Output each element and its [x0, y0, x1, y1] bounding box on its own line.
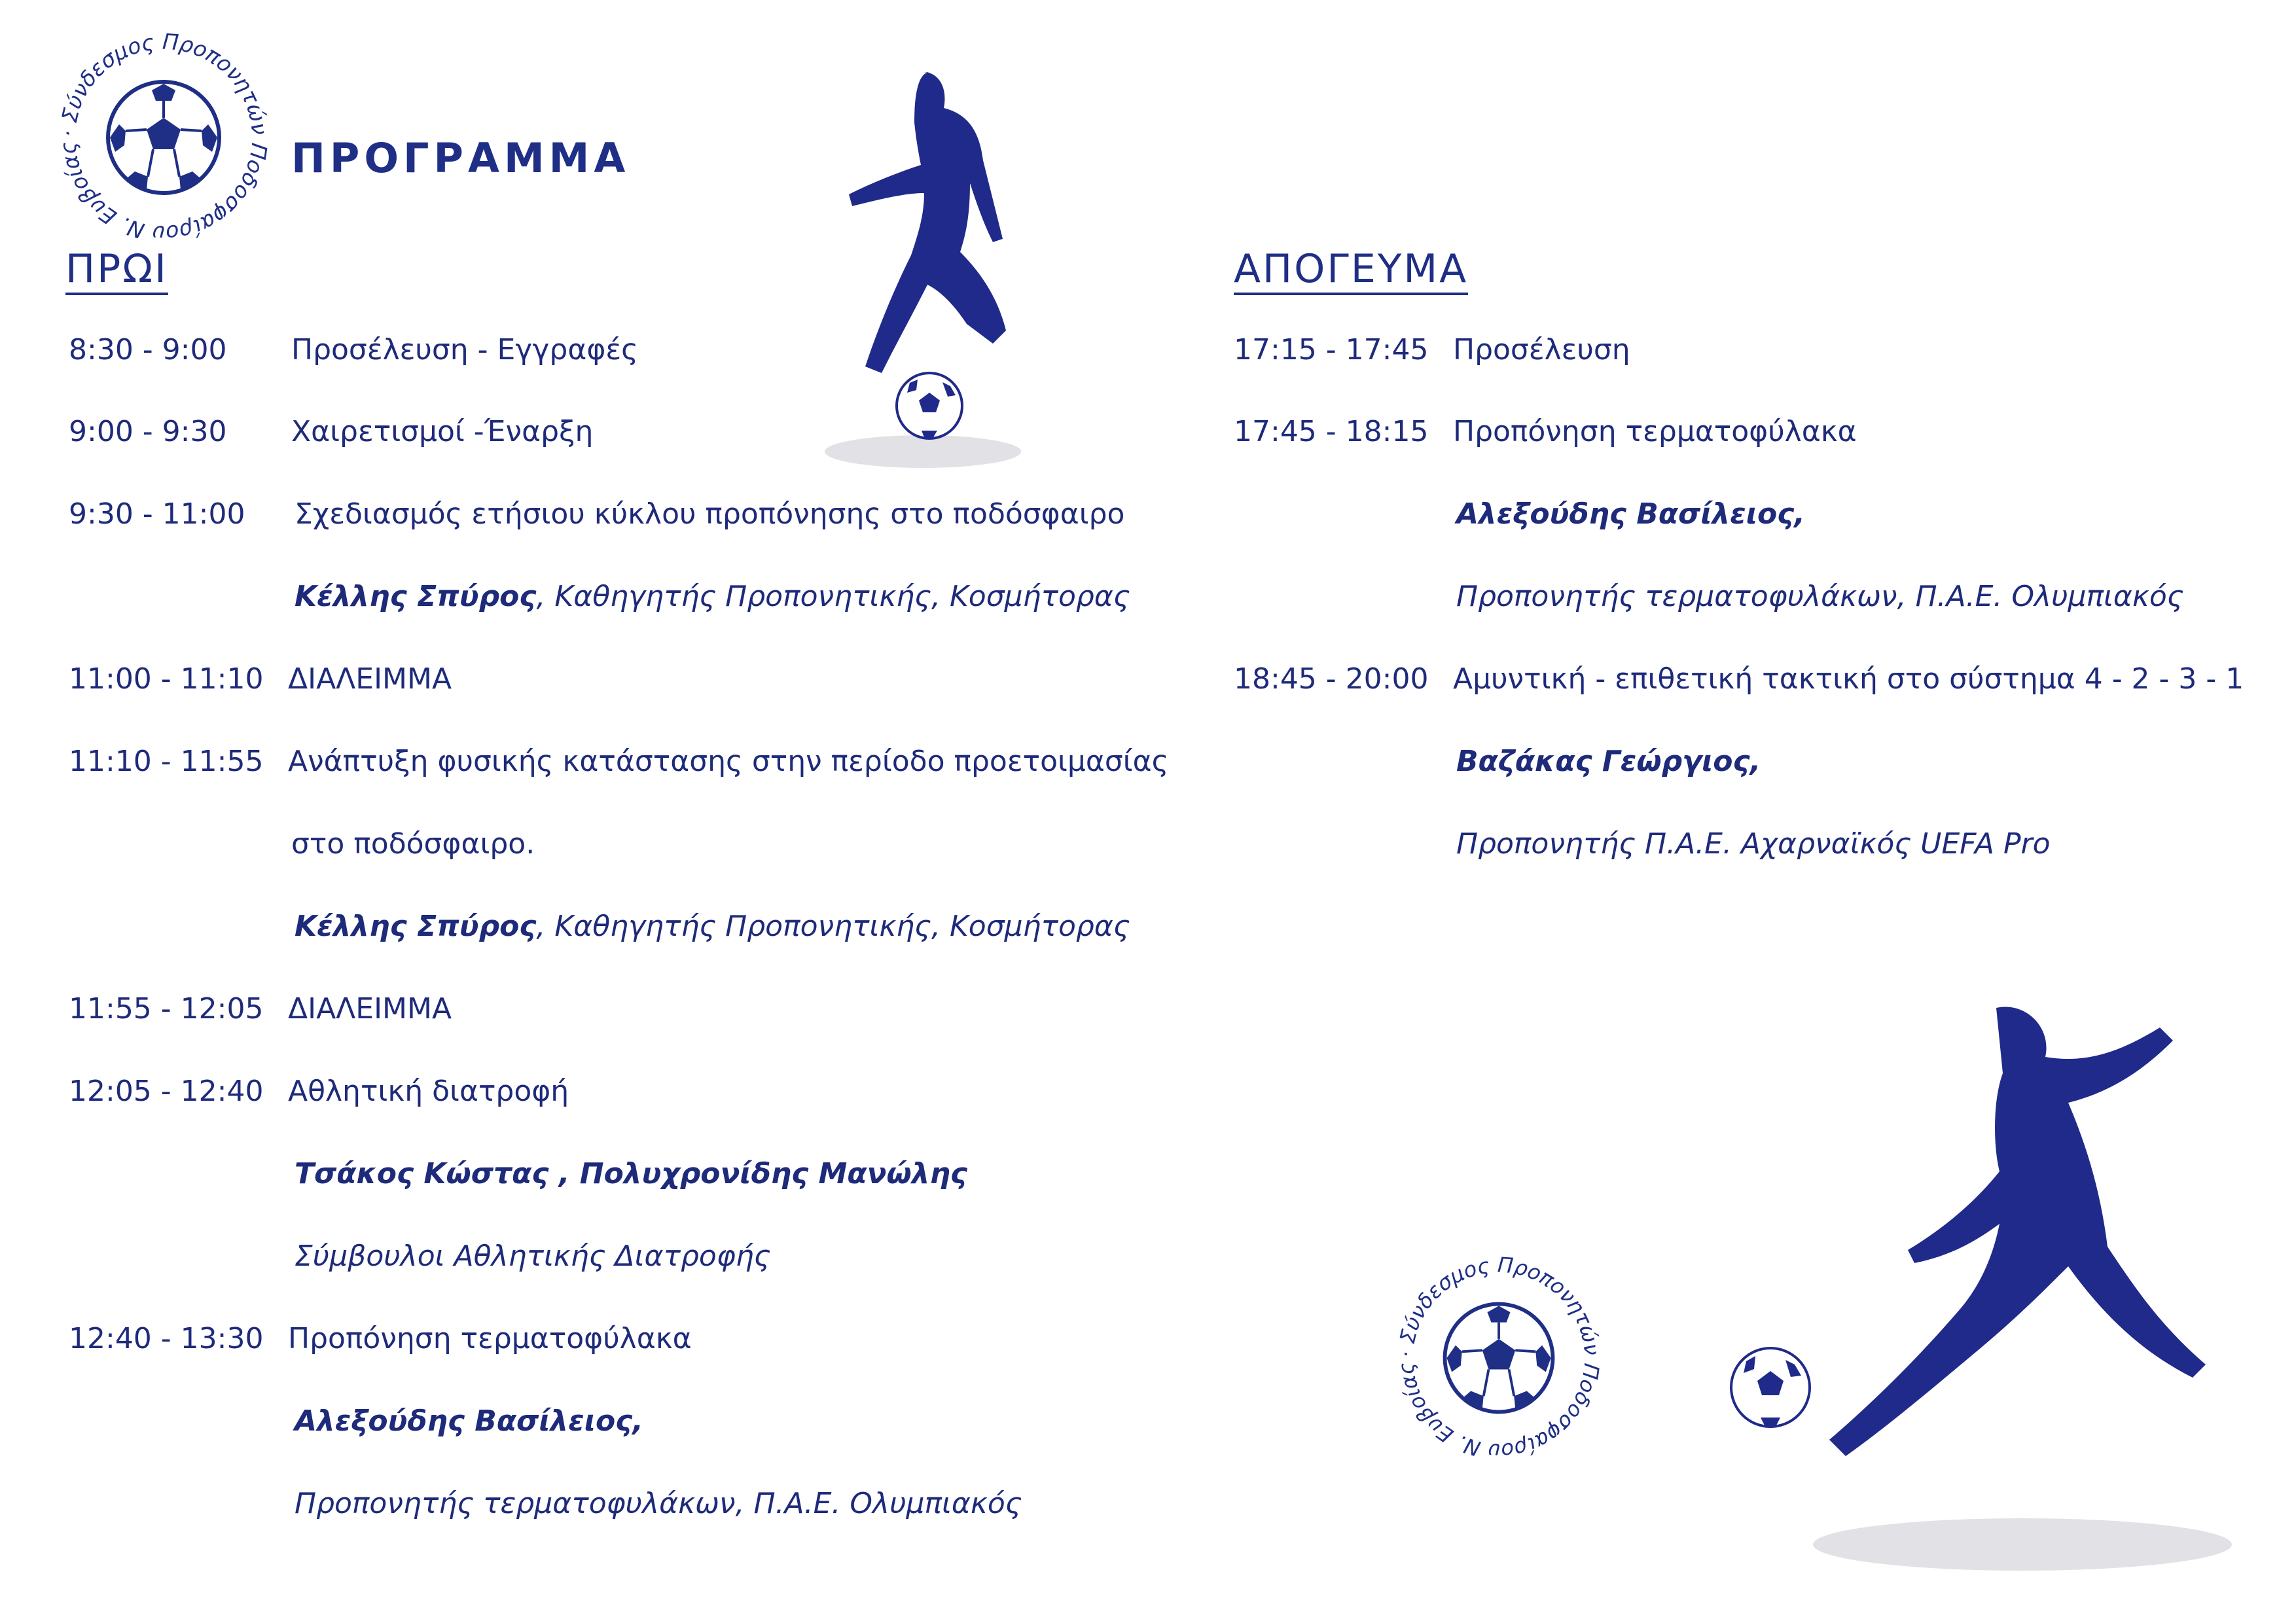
- page-title: ΠΡΟΓΡΑΜΜΑ: [291, 134, 630, 182]
- schedule-row-title: Σχεδιασμός ετήσιου κύκλου προπόνησης στο ποδόσφαιρο: [295, 497, 1125, 531]
- speaker-name: Κέλλης Σπύρος: [295, 580, 537, 613]
- time-slot: 8:30 - 9:00: [69, 333, 227, 366]
- speaker-name: Κέλλης Σπύρος: [295, 910, 537, 943]
- speaker-role: Προπονητής τερματοφυλάκων, Π.Α.Ε. Ολυμπιακός: [1456, 580, 2184, 613]
- player-silhouette-top: [812, 65, 1034, 491]
- player-silhouette-bottom: [1715, 988, 2251, 1610]
- schedule-row-title: Προσέλευση - Εγγραφές: [291, 333, 638, 366]
- schedule-row-title: Χαιρετισμοί -Έναρξη: [291, 415, 594, 448]
- schedule-row-title: Ανάπτυξη φυσικής κατάστασης στην περίοδο προετοιμασίας: [288, 745, 1169, 778]
- schedule-row-title: Προπόνηση τερματοφύλακα: [1453, 415, 1857, 448]
- schedule-row-title: Προπόνηση τερματοφύλακα: [288, 1322, 692, 1355]
- speaker-role: Σύμβουλοι Αθλητικής Διατροφής: [295, 1240, 771, 1273]
- time-slot: 18:45 - 20:00: [1234, 662, 1429, 696]
- time-slot: 12:05 - 12:40: [69, 1075, 264, 1108]
- schedule-row-time: [69, 330, 226, 370]
- logo-text: · Σύνδεσμος Προπονητών Ποδοσφαίρου Ν. Ευβοίας: [54, 28, 273, 247]
- speaker-role: Προπονητής Π.Α.Ε. Αχαρναϊκός UEFA Pro: [1456, 827, 2051, 861]
- schedule-row-title: Αθλητική διατροφή: [288, 1075, 569, 1108]
- soccer-ball-icon: [108, 82, 219, 193]
- speaker-name: Τσάκος Κώστας , Πολυχρονίδης Μανώλης: [295, 1157, 968, 1190]
- speaker-line: [295, 907, 1130, 946]
- speaker-line: [295, 577, 1130, 616]
- association-logo-bottom: [1391, 1250, 1607, 1466]
- speaker-name: Αλεξούδης Βασίλειος,: [1456, 497, 1805, 531]
- time-slot: 9:30 - 11:00: [69, 497, 245, 531]
- speaker-role: Προπονητής τερματοφυλάκων, Π.Α.Ε. Ολυμπιακός: [295, 1487, 1022, 1520]
- soccer-ball-icon: [1445, 1304, 1553, 1412]
- soccer-ball-icon: [1731, 1348, 1810, 1427]
- schedule-row-title: ΔΙΑΛΕΙΜΜΑ: [288, 662, 452, 696]
- time-slot: 17:45 - 18:15: [1234, 415, 1429, 448]
- logo-text: · Σύνδεσμος Προπονητών Ποδοσφαίρου Ν. Ευβοίας: [1393, 1252, 1605, 1464]
- time-slot: 11:00 - 11:10: [69, 662, 264, 696]
- speaker-name: Βαζάκας Γεώργιος,: [1456, 745, 1761, 778]
- schedule-row-title: Αμυντική - επιθετική τακτική στο σύστημα 4 - 2 - 3 - 1: [1453, 662, 2244, 696]
- schedule-row-title: Προσέλευση: [1453, 333, 1630, 366]
- morning-heading: ΠΡΩΙ: [65, 249, 168, 295]
- schedule-row-title-cont: στο ποδόσφαιρο.: [291, 827, 535, 861]
- afternoon-heading: ΑΠΟΓΕΥΜΑ: [1234, 249, 1468, 295]
- speaker-name: Αλεξούδης Βασίλειος,: [295, 1404, 643, 1438]
- soccer-ball-icon: [897, 373, 962, 438]
- time-slot: 17:15 - 17:45: [1234, 333, 1429, 366]
- time-slot: 9:00 - 9:30: [69, 415, 227, 448]
- speaker-role: , Καθηγητής Προπονητικής, Κοσμήτορας: [536, 580, 1130, 613]
- time-slot: 11:10 - 11:55: [69, 745, 264, 778]
- association-logo: [52, 26, 275, 249]
- time-slot: 12:40 - 13:30: [69, 1322, 264, 1355]
- schedule-row-title: ΔΙΑΛΕΙΜΜΑ: [288, 992, 452, 1026]
- time-slot: 11:55 - 12:05: [69, 992, 264, 1026]
- speaker-role: , Καθηγητής Προπονητικής, Κοσμήτορας: [536, 910, 1130, 943]
